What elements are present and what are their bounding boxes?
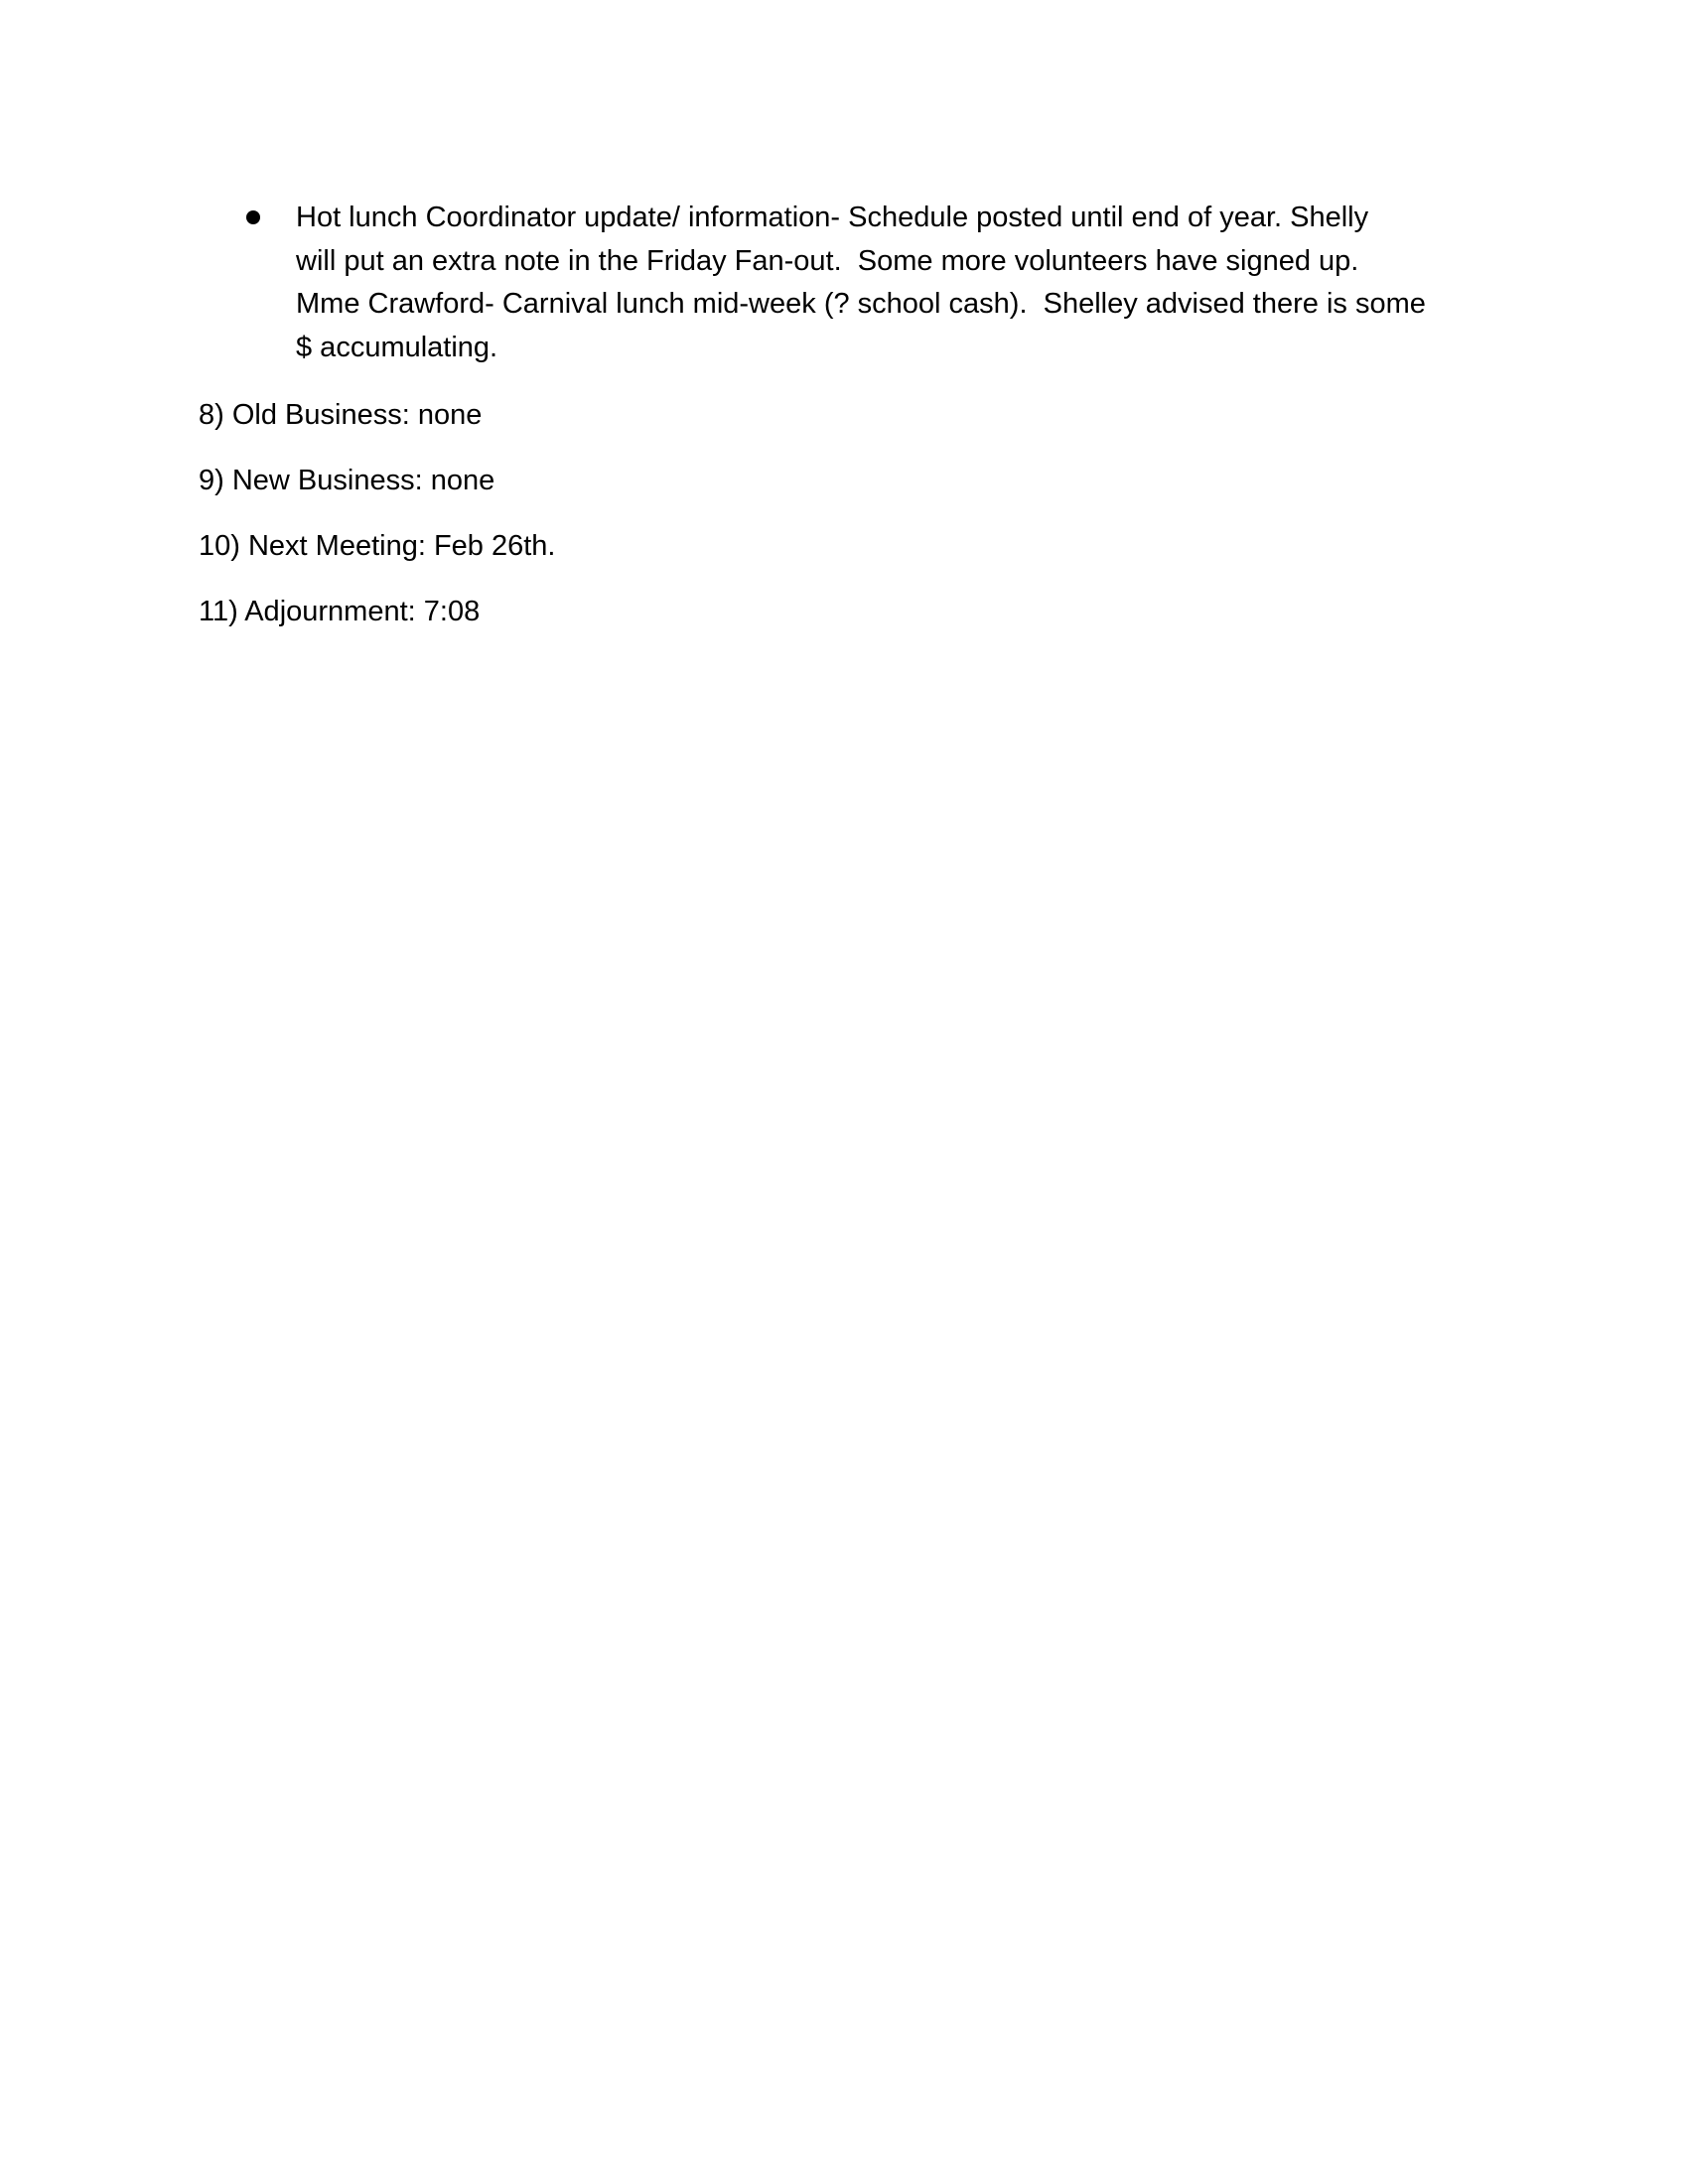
bullet-line: will put an extra note in the Friday Fan-out. Some more volunteers have signed up. [296, 244, 1359, 277]
bullet-line: Mme Crawford- Carnival lunch mid-week (? school cash). Shelley advised there is some [296, 288, 1426, 320]
bullet-line: Hot lunch Coordinator update/ information- Schedule posted until end of year. Shelly [296, 202, 1369, 233]
bullet-text [296, 197, 1517, 369]
bullet-line: $ accumulating. [296, 331, 498, 363]
agenda-item-old-business: 8) Old Business: none [199, 399, 483, 431]
agenda-item-adjournment: 11) Adjournment: 7:08 [199, 596, 481, 627]
agenda-item-next-meeting: 10) Next Meeting: Feb 26th. [199, 530, 556, 562]
agenda-item-new-business: 9) New Business: none [199, 465, 495, 496]
bullet-icon [246, 210, 260, 224]
